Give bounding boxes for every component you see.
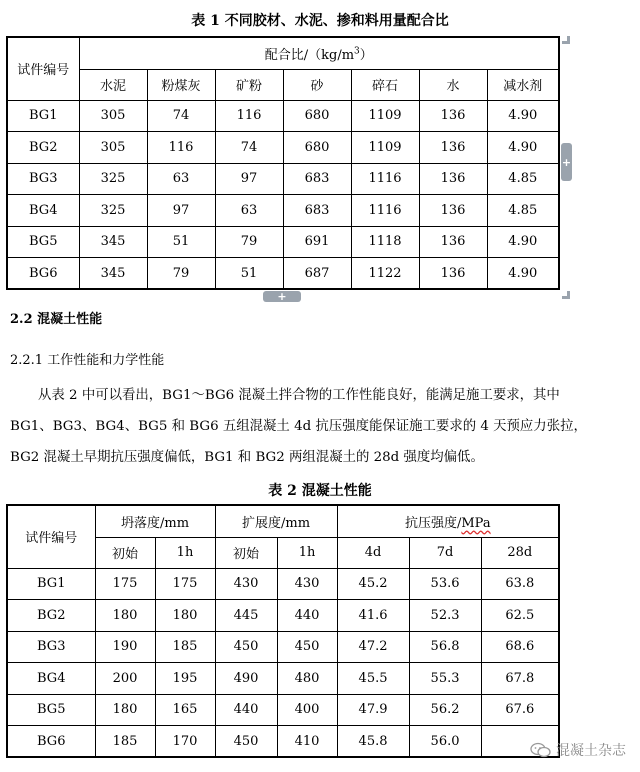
table-cell: 4.90 bbox=[487, 132, 559, 164]
table-cell: 450 bbox=[277, 631, 337, 663]
table-cell: 1122 bbox=[351, 258, 419, 290]
table-cell: 67.6 bbox=[481, 694, 559, 726]
table-cell: 67.8 bbox=[481, 663, 559, 695]
table-cell: 175 bbox=[155, 568, 215, 600]
table-cell: 55.3 bbox=[409, 663, 481, 695]
body-paragraph bbox=[10, 380, 610, 473]
table-cell: 691 bbox=[283, 226, 351, 258]
table-cell: 305 bbox=[79, 132, 147, 164]
row-id-cell: BG5 bbox=[7, 694, 95, 726]
table1-group-header: 配合比$/(kg/m^3)$ bbox=[79, 37, 559, 69]
row-id-cell: BG2 bbox=[7, 600, 95, 632]
table-cell: 1116 bbox=[351, 163, 419, 195]
subsection-heading: 2.2.1 工作性能和力学性能 bbox=[10, 353, 165, 368]
table-cell: 680 bbox=[283, 132, 351, 164]
table1-caption: 表 1 不同胶材、水泥、掺和料用量配合比 bbox=[191, 13, 449, 29]
table-cell: 45.8 bbox=[337, 726, 409, 758]
table-cell: 136 bbox=[419, 195, 487, 227]
table1-body bbox=[7, 100, 559, 289]
table2-body bbox=[7, 568, 559, 757]
table1-col-flyash: 粉煤灰 bbox=[147, 69, 215, 100]
table-cell: 185 bbox=[155, 631, 215, 663]
table-cell: 41.6 bbox=[337, 600, 409, 632]
mix-proportion-table bbox=[6, 36, 560, 290]
table-cell: 430 bbox=[215, 568, 277, 600]
table-row bbox=[7, 631, 559, 663]
table-cell: 51 bbox=[215, 258, 283, 290]
table-row bbox=[7, 195, 559, 227]
row-id-cell: BG6 bbox=[7, 726, 95, 758]
table-cell: 45.2 bbox=[337, 568, 409, 600]
table-cell: 683 bbox=[283, 195, 351, 227]
table2-col-slump-initial: 初始 bbox=[95, 537, 155, 568]
table-cell: 480 bbox=[277, 663, 337, 695]
table-row bbox=[7, 600, 559, 632]
table-cell: 47.2 bbox=[337, 631, 409, 663]
table-cell: 4.90 bbox=[487, 226, 559, 258]
table-move-corner[interactable] bbox=[562, 36, 570, 44]
table-cell: 185 bbox=[95, 726, 155, 758]
table-cell: 52.3 bbox=[409, 600, 481, 632]
table-cell: 63 bbox=[215, 195, 283, 227]
table-cell: 63.8 bbox=[481, 568, 559, 600]
table-row bbox=[7, 726, 559, 758]
table-cell: 79 bbox=[147, 258, 215, 290]
table2-col-7d: 7d bbox=[409, 537, 481, 568]
row-id-cell: BG1 bbox=[7, 568, 95, 600]
table-cell: 325 bbox=[79, 163, 147, 195]
strength-header: 抗压强度/MPa bbox=[337, 505, 559, 537]
table1-column-row bbox=[7, 69, 559, 100]
table1-id-header: 试件编号 bbox=[7, 37, 79, 100]
table-cell: 190 bbox=[95, 631, 155, 663]
table-resize-handle[interactable] bbox=[562, 291, 570, 299]
row-id-cell: BG3 bbox=[7, 631, 95, 663]
table-cell: 45.5 bbox=[337, 663, 409, 695]
table1-col-water: 水 bbox=[419, 69, 487, 100]
table-cell: 56.0 bbox=[409, 726, 481, 758]
table-cell: 1118 bbox=[351, 226, 419, 258]
table-cell: 165 bbox=[155, 694, 215, 726]
table-cell: 56.2 bbox=[409, 694, 481, 726]
row-id-cell: BG4 bbox=[7, 195, 79, 227]
table-row bbox=[7, 163, 559, 195]
table-cell: 683 bbox=[283, 163, 351, 195]
table-cell: 97 bbox=[215, 163, 283, 195]
concrete-performance-table bbox=[6, 504, 560, 758]
paragraph-line-3: BG2 混凝土早期抗压强度偏低，BG1 和 BG2 两组混凝土的 28d 强度均偏低。 bbox=[10, 450, 484, 465]
table-cell: 450 bbox=[215, 726, 277, 758]
table-cell: 490 bbox=[215, 663, 277, 695]
table-cell: 68.6 bbox=[481, 631, 559, 663]
table-cell: 63 bbox=[147, 163, 215, 195]
table-cell: 345 bbox=[79, 226, 147, 258]
table-cell: 4.90 bbox=[487, 258, 559, 290]
table-cell: 74 bbox=[215, 132, 283, 164]
table-row bbox=[7, 568, 559, 600]
table2-col-spread-initial: 初始 bbox=[215, 537, 277, 568]
table-row bbox=[7, 132, 559, 164]
table1-col-reducer: 减水剂 bbox=[487, 69, 559, 100]
table2-col-28d: 28d bbox=[481, 537, 559, 568]
table-cell: 687 bbox=[283, 258, 351, 290]
table-cell: 195 bbox=[155, 663, 215, 695]
spread-header: 扩展度/mm bbox=[215, 505, 337, 537]
row-id-cell: BG3 bbox=[7, 163, 79, 195]
table-cell: 430 bbox=[277, 568, 337, 600]
table-cell: 4.90 bbox=[487, 100, 559, 132]
table-cell: 325 bbox=[79, 195, 147, 227]
table-cell: 1109 bbox=[351, 100, 419, 132]
table-cell: 136 bbox=[419, 100, 487, 132]
add-row-handle[interactable]: + bbox=[263, 291, 301, 302]
table-cell: 136 bbox=[419, 163, 487, 195]
table1-col-gravel: 碎石 bbox=[351, 69, 419, 100]
table-cell: 136 bbox=[419, 132, 487, 164]
table-cell: 53.6 bbox=[409, 568, 481, 600]
table2-caption: 表 2 混凝土性能 bbox=[268, 483, 372, 499]
table-cell: 400 bbox=[277, 694, 337, 726]
table-cell: 445 bbox=[215, 600, 277, 632]
table-cell: 1109 bbox=[351, 132, 419, 164]
table-cell: 62.5 bbox=[481, 600, 559, 632]
table-row bbox=[7, 694, 559, 726]
table-cell: 180 bbox=[95, 600, 155, 632]
table-cell: 180 bbox=[155, 600, 215, 632]
table-row bbox=[7, 258, 559, 290]
table-cell: 305 bbox=[79, 100, 147, 132]
watermark bbox=[530, 740, 626, 760]
table-cell: 440 bbox=[215, 694, 277, 726]
table1-col-slag: 矿粉 bbox=[215, 69, 283, 100]
table-cell: 47.9 bbox=[337, 694, 409, 726]
table-cell: 4.85 bbox=[487, 163, 559, 195]
watermark-text: 混凝土杂志 bbox=[556, 743, 626, 759]
table-cell: 116 bbox=[147, 132, 215, 164]
add-column-handle[interactable]: + bbox=[561, 143, 572, 181]
row-id-cell: BG5 bbox=[7, 226, 79, 258]
table-row bbox=[7, 100, 559, 132]
row-id-cell: BG4 bbox=[7, 663, 95, 695]
table1-col-cement: 水泥 bbox=[79, 69, 147, 100]
table-row bbox=[7, 226, 559, 258]
row-id-cell: BG2 bbox=[7, 132, 79, 164]
wechat-icon bbox=[530, 742, 552, 758]
table-cell: 56.8 bbox=[409, 631, 481, 663]
table-cell: 79 bbox=[215, 226, 283, 258]
table-cell: 180 bbox=[95, 694, 155, 726]
table-cell: 440 bbox=[277, 600, 337, 632]
slump-header: 坍落度/mm bbox=[95, 505, 215, 537]
table-cell: 450 bbox=[215, 631, 277, 663]
table-cell: 345 bbox=[79, 258, 147, 290]
table-cell: 170 bbox=[155, 726, 215, 758]
table-cell: 200 bbox=[95, 663, 155, 695]
table1-col-sand: 砂 bbox=[283, 69, 351, 100]
section-heading: 2.2 混凝土性能 bbox=[10, 312, 103, 327]
table-cell: 136 bbox=[419, 226, 487, 258]
table-cell: 97 bbox=[147, 195, 215, 227]
paragraph-line-1: 从表 2 中可以看出，BG1～BG6 混凝土拌合物的工作性能良好，能满足施工要求，其中 bbox=[38, 388, 560, 403]
paragraph-line-2: BG1、BG3、BG4、BG5 和 BG6 五组混凝土 4d 抗压强度能保证施工要求的 4 天预应力张拉， bbox=[10, 419, 587, 434]
table-cell: 410 bbox=[277, 726, 337, 758]
table-cell: 136 bbox=[419, 258, 487, 290]
row-id-cell: BG6 bbox=[7, 258, 79, 290]
table2-col-4d: 4d bbox=[337, 537, 409, 568]
table-cell: 4.85 bbox=[487, 195, 559, 227]
table2-id-header: 试件编号 bbox=[7, 505, 95, 568]
table-cell: 74 bbox=[147, 100, 215, 132]
table-cell: 175 bbox=[95, 568, 155, 600]
table-cell: 116 bbox=[215, 100, 283, 132]
table2-col-spread-1h: 1h bbox=[277, 537, 337, 568]
table2-col-slump-1h: 1h bbox=[155, 537, 215, 568]
table-cell: 1116 bbox=[351, 195, 419, 227]
table-row bbox=[7, 663, 559, 695]
table-cell: 680 bbox=[283, 100, 351, 132]
table-cell: 51 bbox=[147, 226, 215, 258]
row-id-cell: BG1 bbox=[7, 100, 79, 132]
